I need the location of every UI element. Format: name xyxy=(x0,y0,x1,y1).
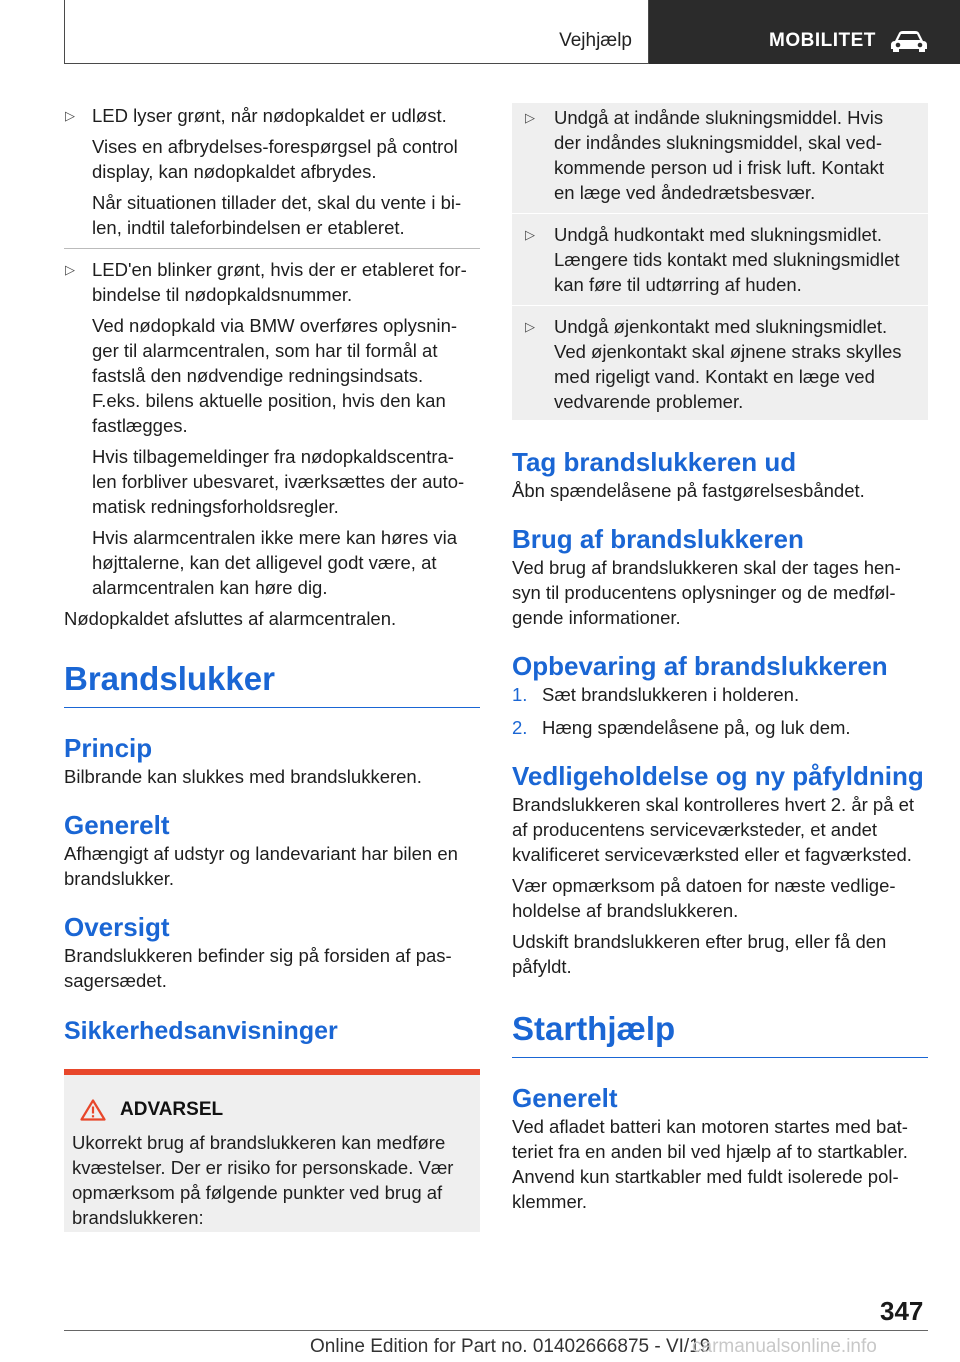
divider xyxy=(512,213,928,214)
text-line: display, kan nødopkaldet afbrydes. xyxy=(92,161,377,182)
step-number: 2. xyxy=(512,717,528,738)
footer-watermark: carmanualsonline.info xyxy=(692,1336,877,1357)
text-line: brandslukker. xyxy=(64,868,175,889)
heading-oversigt: Oversigt xyxy=(64,912,170,942)
text-line: opmærksom på følgende punkter ved brug af xyxy=(72,1182,443,1203)
generelt-text xyxy=(64,841,480,891)
text-line: Undgå hudkontakt med slukningsmidlet. xyxy=(554,224,883,245)
heading-generelt: Generelt xyxy=(64,810,170,840)
heading-princip: Princip xyxy=(64,733,153,763)
text-line: Ukorrekt brug af brandslukkeren kan medføre xyxy=(72,1132,446,1153)
text-line: syn til producentens oplysninger og de medføl- xyxy=(512,582,896,603)
bullet-text xyxy=(92,444,480,519)
page-number: 347 xyxy=(880,1296,924,1326)
bullet-text xyxy=(92,134,480,184)
warning-title xyxy=(72,1097,472,1122)
list-item xyxy=(524,222,916,297)
text-line: fastslå den nødvendige redningsindsats. xyxy=(92,365,424,386)
text-line: ger til alarmcentralen, som har til formål at xyxy=(92,340,438,361)
bullet-text xyxy=(92,190,480,240)
text-line: Ved øjenkontakt skal øjnene straks skylles xyxy=(554,341,902,362)
text-line: len, indtil taleforbindelsen er etableret. xyxy=(92,217,405,238)
text-line: bindelse til nødopkaldsnummer. xyxy=(92,284,353,305)
text-line: LED lyser grønt, når nødopkaldet er udløst. xyxy=(92,105,447,126)
vedligeholdelse-text xyxy=(512,929,928,979)
divider xyxy=(512,305,928,306)
list-item xyxy=(512,682,928,707)
text-line: kan føre til udtørring af huden. xyxy=(554,274,802,295)
text-line: kommende person ud i frisk luft. Kontakt xyxy=(554,157,885,178)
header-section-box xyxy=(64,0,649,64)
step-number: 1. xyxy=(512,684,528,705)
text-line: alarmcentralen kan høre dig. xyxy=(92,577,328,598)
list-item xyxy=(524,314,916,414)
step-text: Hæng spændelåsene på, og luk dem. xyxy=(542,717,851,738)
heading-brug-af-brandslukkeren: Brug af brandslukkeren xyxy=(512,524,804,554)
heading-tag-brandslukkeren-ud: Tag brandslukkeren ud xyxy=(512,447,797,477)
warning-triangle-icon xyxy=(80,1099,106,1121)
header-section-title: Vejhjælp xyxy=(559,30,632,51)
text-line: Ved brug af brandslukkeren skal der tages hen- xyxy=(512,557,901,578)
triangle-bullet-icon: ▷ xyxy=(65,262,75,277)
text-line: Når situationen tillader det, skal du vente i bi- xyxy=(92,192,462,213)
text-line: Brandslukkeren skal kontrolleres hvert 2. år på et xyxy=(512,794,915,815)
triangle-bullet-icon: ▷ xyxy=(525,110,535,125)
step-text: Sæt brandslukkeren i holderen. xyxy=(542,684,800,705)
bullet-text xyxy=(92,525,480,600)
text-line: Hvis alarmcentralen ikke mere kan høres via xyxy=(92,527,457,548)
chapter-heading-brandslukker: Brandslukker xyxy=(64,659,480,708)
heading-sikkerhedsanvisninger: Sikkerhedsanvisninger xyxy=(64,1017,338,1045)
text-line: klemmer. xyxy=(512,1191,588,1212)
text-line: en læge ved åndedrætsbesvær. xyxy=(554,182,816,203)
heading-generelt: Generelt xyxy=(512,1083,618,1113)
warning-continuation-box xyxy=(512,103,928,420)
text-line: Brandslukkeren befinder sig på forsiden af pas- xyxy=(64,945,452,966)
list-item xyxy=(64,257,480,600)
text-line: fastlægges. xyxy=(92,415,188,436)
vedligeholdelse-text xyxy=(512,792,928,867)
text-line: Udskift brandslukkeren efter brug, eller få den xyxy=(512,931,887,952)
text-line: kvalificeret serviceværksted eller et fagværksted. xyxy=(512,844,912,865)
generelt-text xyxy=(512,1114,928,1214)
text-line: Undgå at indånde slukningsmiddel. Hvis xyxy=(554,107,884,128)
text-line: holdelse af brandslukkeren. xyxy=(512,900,739,921)
footer-divider xyxy=(64,1330,928,1331)
triangle-bullet-icon: ▷ xyxy=(525,227,535,242)
brug-text xyxy=(512,555,928,630)
bullet-text xyxy=(92,103,480,128)
text-line: af producentens serviceværksteder, et andet xyxy=(512,819,878,840)
text-line: Ved nødopkald via BMW overføres oplysnin- xyxy=(92,315,458,336)
text-line: Afhængigt af udstyr og landevariant har bilen en xyxy=(64,843,458,864)
text-line: Hvis tilbagemeldinger fra nødopkaldscentra- xyxy=(92,446,454,467)
text-line: F.eks. bilens aktuelle position, hvis den kan xyxy=(92,390,446,411)
list-item xyxy=(524,105,916,205)
list-item xyxy=(512,715,928,740)
closing-text: Nødopkaldet afsluttes af alarmcentralen. xyxy=(64,608,397,629)
bullet-text xyxy=(92,257,480,307)
list-item xyxy=(64,103,480,240)
chapter-heading-starthjaelp: Starthjælp xyxy=(512,1009,928,1058)
triangle-bullet-icon: ▷ xyxy=(65,108,75,123)
left-column xyxy=(64,103,480,1232)
heading-vedligeholdelse: Vedligeholdelse og ny påfyldning xyxy=(512,761,924,791)
text-line: len forbliver ubesvaret, iværksættes der auto- xyxy=(92,471,465,492)
warning-text xyxy=(72,1130,472,1230)
bullet-text xyxy=(92,313,480,438)
text-line: der indåndes slukningsmiddel, skal ved- xyxy=(554,132,883,153)
text-line: gende informationer. xyxy=(512,607,681,628)
text-line: Ved afladet batteri kan motoren startes med bat- xyxy=(512,1116,908,1137)
text-line: Vises en afbrydelses-forespørgsel på control xyxy=(92,136,458,157)
text-line: påfyldt. xyxy=(512,956,572,977)
text-line: højttalerne, kan det alligevel godt være, at xyxy=(92,552,437,573)
text-line: vedvarende problemer. xyxy=(554,391,744,412)
header-chapter-tab xyxy=(649,0,960,64)
text-line: sagersædet. xyxy=(64,970,167,991)
text-line: brandslukkeren: xyxy=(72,1207,204,1228)
text-line: Anvend kun startkabler med fuldt isolerede pol- xyxy=(512,1166,899,1187)
oversigt-text xyxy=(64,943,480,993)
header-chapter-title: MOBILITET xyxy=(769,30,876,51)
text-line: teriet fra en anden bil ved hjælp af to startkabler. xyxy=(512,1141,908,1162)
right-column xyxy=(512,103,928,1214)
text-line: matisk redningsforholdsregler. xyxy=(92,496,339,517)
text-line: Længere tids kontakt med slukningsmidlet xyxy=(554,249,900,270)
triangle-bullet-icon: ▷ xyxy=(525,319,535,334)
warning-label: ADVARSEL xyxy=(120,1099,224,1120)
tag-text: Åbn spændelåsene på fastgørelsesbåndet. xyxy=(512,480,865,501)
text-line: Undgå øjenkontakt med slukningsmidlet. xyxy=(554,316,888,337)
footer-edition: Online Edition for Part no. 01402666875 - VI/19 xyxy=(310,1336,711,1357)
princip-text: Bilbrande kan slukkes med brandslukkeren. xyxy=(64,766,422,787)
warning-box xyxy=(64,1069,480,1232)
divider xyxy=(64,248,480,249)
text-line: med rigeligt vand. Kontakt en læge ved xyxy=(554,366,875,387)
text-line: Vær opmærksom på datoen for næste vedlige- xyxy=(512,875,896,896)
vedligeholdelse-text xyxy=(512,873,928,923)
car-icon xyxy=(889,29,929,53)
text-line: LED'en blinker grønt, hvis der er etableret for- xyxy=(92,259,467,280)
text-line: kvæstelser. Der er risiko for personskade. Vær xyxy=(72,1157,454,1178)
heading-opbevaring: Opbevaring af brandslukkeren xyxy=(512,651,888,681)
